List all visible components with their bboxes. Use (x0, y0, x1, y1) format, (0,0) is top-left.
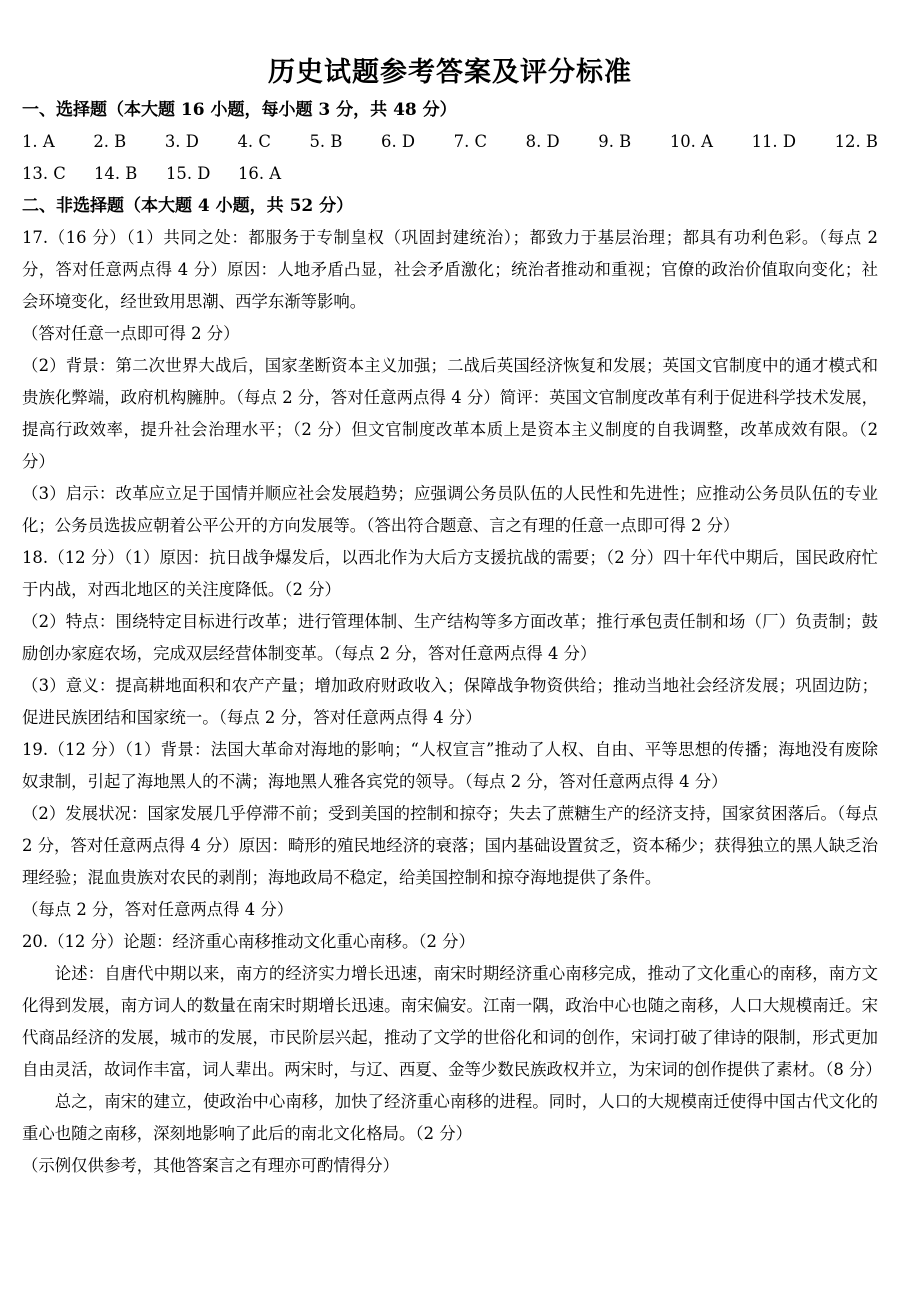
q20-thesis: 20.（12 分）论题：经济重心南移推动文化重心南移。（2 分） (22, 932, 475, 951)
mc-answer: 10. A (669, 132, 713, 151)
mc-answer: 9. B (598, 132, 632, 151)
mc-answers-row-1 (22, 126, 878, 158)
mc-answer: 6. D (381, 132, 416, 151)
mc-answer: 13. C (22, 164, 66, 183)
q19-part2: （2）发展状况：国家发展几乎停滞不前；受到美国的控制和掠夺；失去了蔗糖生产的经济支持，国家贫困落后。（每点 2 分，答对任意两点得 4 分）原因：畸形的殖民地经济的衰落；国内基础设置贫乏，资本稀少；获得独立的黑人缺乏治理经验；混血贵族对农民的剥削；海地政局不稳定，给美国控制和掠夺海地提供了条件。 (22, 804, 879, 887)
mc-answer: 8. D (525, 132, 560, 151)
mc-answers-row-2 (22, 158, 878, 190)
q18-part3: （3）意义：提高耕地面积和农产产量；增加政府财政收入；保障战争物资供给；推动当地社会经济发展；巩固边防；促进民族团结和国家统一。（每点 2 分，答对任意两点得 4 分） (22, 676, 878, 727)
mc-answer: 2. B (93, 132, 127, 151)
q17-note: （答对任意一点即可得 2 分） (22, 324, 240, 343)
answer-content (22, 94, 882, 1182)
q19-part1: 19.（12 分）（1）背景：法国大革命对海地的影响；“人权宣言”推动了人权、自由、平等思想的传播；海地没有废除奴隶制，引起了海地黑人的不满；海地黑人雅各宾党的领导。（每点 2 分，答对任意两点得 4 分） (22, 740, 878, 791)
mc-answer: 3. D (164, 132, 199, 151)
mc-answer: 4. C (237, 132, 271, 151)
q20-note: （示例仅供参考，其他答案言之有理亦可酌情得分） (22, 1156, 399, 1175)
q17-part2: （2）背景：第二次世界大战后，国家垄断资本主义加强；二战后英国经济恢复和发展；英国文官制度中的通才模式和贵族化弊端，政府机构臃肿。（每点 2 分，答对任意两点得 4 分）简评：英国文官制度改革有利于促进科学技术发展，提高行政效率，提升社会治理水平；（2 分）但文官制度改革本质上是资本主义制度的自我调整，改革成效有限。（2 分） (22, 356, 878, 471)
q17-part1: 17.（16 分）（1）共同之处：都服务于专制皇权（巩固封建统治）；都致力于基层治理；都具有功利色彩。（每点 2 分，答对任意两点得 4 分）原因：人地矛盾凸显，社会矛盾激化；统治者推动和重视；官僚的政治价值取向变化；社会环境变化，经世致用思潮、西学东渐等影响。 (22, 228, 878, 311)
mc-answer: 16. A (238, 164, 282, 183)
mc-answer: 14. B (94, 164, 138, 183)
section-non-choice-heading: 二、非选择题（本大题 4 小题，共 52 分） (22, 196, 354, 216)
q20-conclusion: 总之，南宋的建立，使政治中心南移，加快了经济重心南移的进程。同时，人口的大规模南迁使得中国古代文化的重心也随之南移，深刻地影响了此后的南北文化格局。（2 分） (22, 1092, 878, 1143)
q18-part2: （2）特点：围绕特定目标进行改革；进行管理体制、生产结构等多方面改革；推行承包责任制和场（厂）负责制；鼓励创办家庭农场，完成双层经营体制变革。（每点 2 分，答对任意两点得 4 分） (22, 612, 878, 663)
mc-answer: 15. D (166, 164, 211, 183)
q19-note: （每点 2 分，答对任意两点得 4 分） (22, 900, 294, 919)
mc-answer: 5. B (309, 132, 343, 151)
mc-answer: 12. B (834, 132, 878, 151)
mc-answer: 7. C (453, 132, 488, 151)
q18-part1: 18.（12 分）（1）原因：抗日战争爆发后，以西北作为大后方支援抗战的需要；（2 分）四十年代中期后，国民政府忙于内战，对西北地区的关注度降低。（2 分） (22, 548, 878, 599)
q17-part3: （3）启示：改革应立足于国情并顺应社会发展趋势；应强调公务员队伍的人民性和先进性；应推动公务员队伍的专业化；公务员选拔应朝着公平公开的方向发展等。（答出符合题意、言之有理的任意一点即可得 2 分） (22, 484, 878, 535)
section-multiple-choice-heading: 一、选择题（本大题 16 小题，每小题 3 分，共 48 分） (22, 100, 457, 120)
q20-argument: 论述：自唐代中期以来，南方的经济实力增长迅速，南宋时期经济重心南移完成，推动了文化重心的南移，南方文化得到发展，南方词人的数量在南宋时期增长迅速。南宋偏安。江南一隅，政治中心也随之南移，人口大规模南迁。宋代商品经济的发展，城市的发展，市民阶层兴起，推动了文学的世俗化和词的创作，宋词打破了律诗的限制，形式更加自由灵活，故词作丰富，词人辈出。两宋时，与辽、西夏、金等少数民族政权并立，为宋词的创作提供了素材。（8 分） (22, 964, 882, 1079)
mc-answer: 1. A (22, 132, 55, 151)
page-title: 历史试题参考答案及评分标准 (268, 57, 632, 88)
mc-answer: 11. D (751, 132, 796, 151)
